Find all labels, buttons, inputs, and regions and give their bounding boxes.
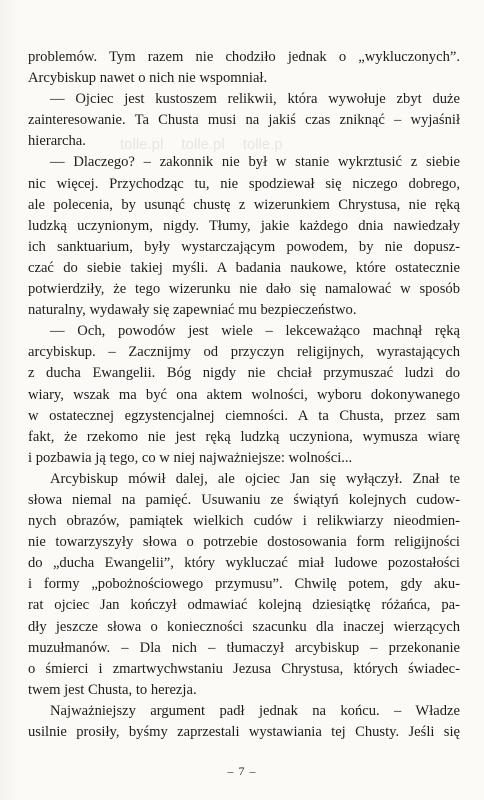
body-text — [28, 47, 460, 743]
text-line: Arcybiskup nawet o nich nie wspomniał. — [28, 70, 268, 87]
text-line: usilnie prosiły, byśmy zaprzestali wystawiania tej Chusty. Jeśli się — [28, 724, 460, 740]
watermark-text: tolle.p — [242, 136, 283, 153]
text-line: — Dlaczego? – zakonnik nie był w stanie wykrztusić z siebie — [50, 154, 460, 171]
text-line: nie towarzyszyły słowa o potrzebie dostosowania form religijności — [28, 534, 460, 551]
text-line: czać do siebie takiej myśli. A badania naukowe, które ostatecznie — [28, 259, 460, 276]
text-line: i pozbawia ją tego, co w niej najważniejsze: wolności... — [28, 449, 353, 466]
text-line: ale polecenia, by usunąć chustę z wizerunkiem Chrystusa, nie ręką — [28, 196, 460, 213]
text-line: naturalny, wydawały się zapewniać mu bezpieczeństwo. — [28, 302, 357, 319]
text-line: potwierdziły, że tego wizerunku nie dało się namalować w sposób — [28, 281, 460, 298]
watermark-text: tolle.pl — [181, 136, 225, 153]
text-line: Najważniejszy argument padł jednak na końcu. – Władze — [50, 702, 460, 719]
text-line: — Och, powodów jest wiele – lekceważąco machnął ręką — [50, 323, 460, 340]
text-line: fakt, że rzekomo nie jest ręką ludzką uczyniona, wymusza wiarę — [28, 428, 460, 445]
text-line: twem jest Chusta, to herezja. — [28, 681, 197, 698]
text-line: arcybiskup. – Zacznijmy od przyczyn religijnych, wyrastających — [28, 344, 460, 361]
text-line: ludzką uczynionym, nigdy. Tłumy, jakie każdego dnia nawiedzały — [28, 217, 460, 234]
text-line: w ostatecznej egzystencjalnej ciemności. A ta Chusta, przez sam — [28, 407, 460, 424]
page-number: – 7 – — [227, 764, 257, 778]
text-line: nych obrazów, pamiątek wielkich cudów i relikwiarzy nieodmien- — [28, 513, 460, 530]
text-line: słowa niemal na pamięć. Usuwaniu ze świątyń kolejnych cudow- — [28, 491, 460, 508]
text-line: do „ducha Ewangelii”, który wykluczać miał ludowe pozostałości — [28, 555, 460, 572]
text-line: — Ojciec jest kustoszem relikwii, która wywołuje zbyt duże — [50, 91, 460, 108]
text-line: problemów. Tym razem nie chodziło jednak o „wykluczonych”. — [28, 49, 460, 65]
text-line: z ducha Ewangelii. Bóg nigdy nie chciał przymuszać ludzi do — [28, 365, 460, 382]
text-line: Arcybiskup mówił dalej, ale ojciec Jan się wyłączył. Znał te — [50, 470, 460, 487]
text-line: i formy „pobożnościowego przymusu”. Chwilę potem, gdy aku- — [28, 576, 460, 593]
text-line: o śmierci i zmartwychwstaniu Jezusa Chrystusa, których świadec- — [28, 660, 460, 677]
text-line: rat ojciec Jan kończył odmawiać kolejną dziesiątkę różańca, pa- — [28, 597, 460, 614]
text-line: wiary, wszak ma być ona aktem wolności, wyboru dokonywanego — [28, 386, 460, 403]
text-line: ich sanktuarium, były wystarczającym powodem, by nie dopusz- — [28, 238, 460, 255]
text-line: muzułmanów. – Dla nich – tłumaczył arcybiskup – przekonanie — [28, 639, 460, 656]
watermark-text: tolle.pl — [120, 136, 164, 153]
text-line: dły jeszcze słowa o konieczności szacunku dla inaczej wierzących — [28, 618, 460, 635]
text-line: zainteresowanie. Ta Chusta musi na jakiś czas zniknąć – wyjaśnił — [28, 112, 460, 129]
text-line: hierarcha. — [28, 133, 86, 150]
text-line: nic więcej. Przychodząc tu, nie spodziewał się niczego dobrego, — [28, 175, 460, 192]
